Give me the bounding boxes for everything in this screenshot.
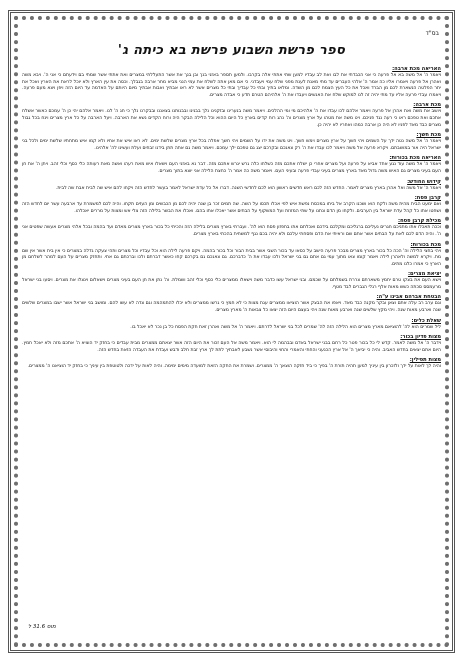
section-text: ויאמר ה' אל משה נטה ידך על השמים ויהי חשך על ארץ מצרים וימש חשך. ויט משה את ידו על השמים ויהי חשך אפלה בכל ארץ מצרים שלשת ימים. לא ראו איש את אחיו ולא קמו איש מתחתיו שלשת ימים ולכל בני ישראל היה אור במושבתם. ויקרא פרעה אל משה ויאמר לכו עבדו את ה' רק צאנכם ובקרכם יצג גם טפכם ילך עמכם. ויאמר משה גם אתה תתן בידנו זבחים ועלת ועשינו לה' אלהינו. [22, 139, 441, 151]
section-8 [22, 242, 441, 269]
section-heading: מכת בכורות: [410, 241, 441, 248]
section-text: ויאמר ה' אל משה בא אל פרעה כי אני הכבדתי את לבו ואת לב עבדיו למען שתי אתתי אלה בקרבו. ולמען תספר באזני בנך ובן בנך את אשר התעללתי במצרים ואת אתתי אשר שמתי בם וידעתם כי אני ה'. ויבא משה ואהרן אל פרעה ויאמרו אליו כה אמר ה' אלהי העברים עד מתי מאנת לענת מפני שלח עמי ויעבדני. כי אם מאן אתה לשלח את עמי הנני מביא מחר ארבה בגבלך. וכסה את עין הארץ ולא יוכל לראת את הארץ ואכל את יתר הפלטה הנשארת לכם מן הברד ואכל את כל העץ הצמח לכם מן השדה. ומלאו בתיך ובתי כל עבדיך ובתי כל מצרים אשר לא ראו אבתיך ואבות אבתיך מיום היותם על האדמה עד היום הזה ויפן ויצא מעם פרעה. ויאמרו עבדי פרעה אליו עד מתי יהיה זה לנו למוקש שלח את האנשים ויעבדו את ה' אלהיהם הטרם תדע כי אבדה מצרים. [22, 73, 441, 98]
section-3 [22, 132, 441, 152]
section-11 [22, 318, 441, 332]
section-text: ויאמר ה' אל משה עוד נגע אחד אביא על פרעה ועל מצרים אחרי כן ישלח אתכם מזה כשלחו כלה גרש יגרש אתכם מזה. דבר נא באזני העם וישאלו איש מאת רעהו ואשה מאת רעותה כלי כסף וכלי זהב. ויתן ה' את חן העם בעיני מצרים גם האיש משה גדול מאד בארץ מצרים בעיני עבדי פרעה ובעיני העם. ויאמר משה כה אמר ה' כחצת הלילה אני יוצא בתוך מצרים. [22, 162, 441, 174]
section-text: והיה לך לאות על ידך ולזכרון בין עיניך למען תהיה תורת ה' בפיך כי ביד חזקה הוצאך ה' ממצרים. ושמרת את החקה הזאת למועדה מימים ימימה. והיה לאות על ידכה ולטוטפת בין עיניך כי בחזק יד הוציאנו ה' ממצרים. [27, 364, 441, 370]
section-heading: מכילת קרבן פסח: [398, 218, 441, 225]
section-1 [22, 66, 441, 99]
section-4 [22, 155, 441, 175]
section-text: ואם ימעט הבית מהית משה ולקח הוא ושכנו הקרב אל ביתו במכסת נפשת איש לפי אכלו תכסו על השה. שה תמים זכר בן שנה יהיה לכם מן הכבשים ומן העזים תקחו. והיה לכם למשמרת עד ארבעה עשר יום לחדש הזה ושחטו אתו כל קהל עדת ישראל בין הערבים. ולקחו מן הדם ונתנו על שתי המזוזת ועל המשקוף על הבתים אשר יאכלו אתו בהם. ואכלו את הבשר בלילה הזה צלי אש ומצות על מררים יאכלהו. [22, 202, 441, 214]
blessing-mark: בס"ד [425, 30, 439, 37]
section-10 [22, 294, 441, 314]
section-heading: קידוש החודש: [407, 178, 441, 185]
section-heading: קרבן פסח: [414, 195, 441, 202]
section-heading: יציאת מצרים: [407, 271, 441, 278]
section-heading: מכת חשך: [416, 132, 441, 139]
footer-signature: מוס 31.6 ל [28, 624, 56, 630]
page-content [22, 26, 441, 638]
section-heading: האריאה מכת בכורות: [389, 155, 441, 162]
section-text: וישא העם את בצקו טרם יחמץ משארתם צררת בשמלתם על שכמם. ובני ישראל עשו כדבר משה וישאלו ממצרים כלי כסף וכלי זהב ושמלת. וה' נתן את חן העם בעיני מצרים וישאלום וינצלו את מצרים. ויסעו בני ישראל מרעמסס סכתה כשש מאות אלף רגלי הגברים לבד מטף. [22, 278, 441, 290]
section-5 [22, 179, 441, 193]
section-9 [22, 271, 441, 291]
section-text: ויושב את משה ואת אהרן אל פרעה ויאמר אלהם לכו עבדו את ה' אלהיכם מי ומי ההלכים. ויאמר משה בנערינו ובזקנינו נלך בבנינו ובבנותנו בצאננו ובבקרנו נלך כי חג ה' לנו. ויאמר אלהם יהי כן ה' עמכם כאשר אשלח אתכם ואת טפכם ראו כי רעה נגד פניכם. ויט משה את מטהו על ארץ מצרים וה' נהג רוח קדים בארץ כל היום ההוא וכל הלילה הבקר היה ורוח הקדים נשא את הארבה. ויעל הארבה על כל ארץ מצרים וינח בכל גבול מצרים כבד מאד לפניו לא היה כן ארבה כמהו ואחריו לא יהיה כן. [22, 109, 441, 128]
section-7 [22, 218, 441, 238]
section-heading: הבטחת אברהם אבינו ע"ה: [376, 294, 441, 301]
section-heading: שאלת כלים: [411, 317, 441, 324]
section-heading: מכת ארבה: [413, 102, 441, 109]
section-2 [22, 102, 441, 129]
section-text: וגם ערב רב עלה אתם וצאן ובקר מקנה כבד מאד. ויאפו את הבצק אשר הוציאו ממצרים עגת מצות כי לא חמץ כי גרשו ממצרים ולא יכלו להתמהמה וגם צדה לא עשו להם. ומושב בני ישראל אשר ישבו במצרים שלשים שנה וארבע מאות שנה. ויהי מקץ שלשים שנה וארבע מאות שנה ויהי בעצם היום הזה יצאו כל צבאות ה' מארץ מצרים. [22, 301, 441, 314]
section-12 [22, 334, 441, 354]
section-13 [22, 357, 441, 371]
section-heading: מצות תפילין: [409, 357, 441, 364]
page-title: ספר פרשת השבוע פרשת בא כיתה ג' [117, 43, 346, 58]
section-heading: האריאה מכת ארבה: [392, 66, 441, 72]
section-text: ויאמר ה' אל משה ואל אהרן בארץ מצרים לאמר. החדש הזה לכם ראש חדשים ראשון הוא לכם לחדשי השנה. דברו אל כל עדת ישראל לאמר בעשר לחדש הזה ויקחו להם איש שה לבית אבת שה לבית. [55, 185, 441, 191]
section-text: וידבר ה' אל משה לאמר. קדש לי כל בכור פטר כל רחם בבני ישראל באדם ובבהמה לי הוא. ויאמר משה אל העם זכור את היום הזה אשר יצאתם ממצרים מבית עבדים כי בחזק יד הוציא ה' אתכם מזה ולא יאכל חמץ. היום אתם יצאים בחדש האביב. והיה כי יביאך ה' אל ארץ הכנעני והחתי והאמרי והחוי והיבוסי אשר נשבע לאבתיך לתת לך ארץ זבת חלב ודבש ועבדת את העבדה הזאת בחדש הזה. [22, 341, 441, 353]
section-heading: מצות פדיון בכור: [400, 334, 441, 341]
section-6 [22, 195, 441, 215]
section-text: ויהי בחצי הלילה וה' הכה כל בכור בארץ מצרים מבכר פרעה הישב על כסאו עד בכור השבי אשר בבית הבור וכל בכור בהמה. ויקם פרעה לילה הוא וכל עבדיו וכל מצרים ותהי צעקה גדלה במצרים כי אין בית אשר אין שם מת. ויקרא למשה ולאהרן לילה ויאמר קומו צאו מתוך עמי גם אתם גם בני ישראל ולכו עבדו את ה' כדברכם. גם צאנכם גם בקרכם קחו כאשר דברתם ולכו וברכתם גם אתי. ותחזק מצרים על העם למהר לשלחם מן הארץ כי אמרו כלנו מתים. [22, 248, 441, 267]
section-text: ליל שמרים הוא לה' להוציאם מארץ מצרים הוא הלילה הזה לה' שמרים לכל בני ישראל לדרתם. ויאמר ה' אל משה ואהרן זאת חקת הפסח כל בן נכר לא יאכל בו. [130, 324, 441, 330]
section-text: וככה תאכלו אתו מתניכם חגרים נעליכם ברגליכם ומקלכם בידכם ואכלתם אתו בחפזון פסח הוא לה'. ועברתי בארץ מצרים בלילה הזה והכיתי כל בכור בארץ מצרים מאדם ועד בהמה ובכל אלהי מצרים אעשה שפטים אני ה'. והיה הדם לכם לאת על הבתים אשר אתם שם וראיתי את הדם ופסחתי עלכם ולא יהיה בכם נגף למשחית בהכתי בארץ מצרים. [22, 225, 441, 237]
